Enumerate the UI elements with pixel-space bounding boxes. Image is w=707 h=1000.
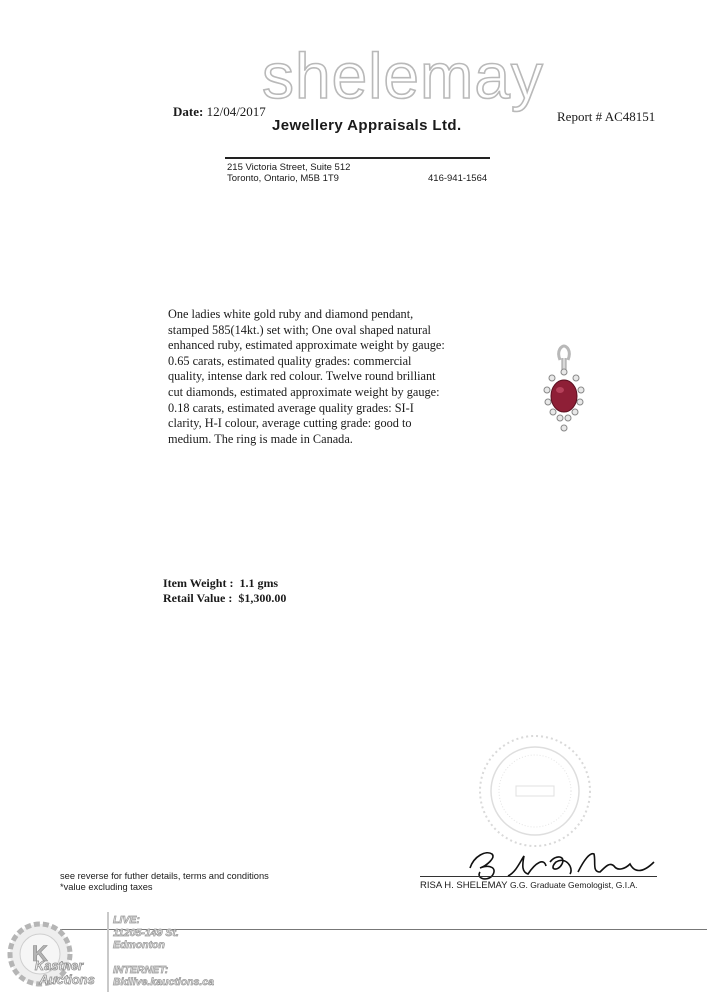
live-label: LIVE: [113, 914, 140, 926]
kastner-logo-line2: Auctions [39, 972, 95, 987]
address-line-2: Toronto, Ontario, M5B 1T9 [227, 173, 339, 184]
report-label: Report # [557, 109, 603, 124]
retail-value-amount: $1,300.00 [238, 591, 287, 605]
pendant-photo [536, 344, 592, 440]
item-weight-row [163, 576, 286, 591]
signatory-title: G.G. Graduate Gemologist, G.I.A. [509, 880, 638, 890]
date-value: 12/04/2017 [206, 104, 266, 119]
address-line-1: 215 Victoria Street, Suite 512 [227, 162, 351, 173]
auction-contact [113, 914, 214, 989]
description-line: One ladies white gold ruby and diamond pendant, [168, 307, 414, 321]
header-divider [225, 157, 490, 159]
live-address-1: 11205-149 St. [113, 926, 179, 939]
ruby-stone [551, 380, 577, 412]
description-line: 0.18 carats, estimated average quality grades: SI-I [168, 400, 414, 415]
report-date [173, 104, 266, 120]
company-phone: 416-941-1564 [428, 173, 488, 184]
description-line: medium. The ring is made in Canada. [168, 431, 353, 446]
signatory [420, 880, 638, 891]
description-line: quality, intense dark red colour. Twelve round brilliant [168, 369, 436, 384]
footer-notes [60, 871, 269, 892]
signature-line [420, 876, 657, 877]
description-line: clarity, H-I colour, average cutting grade: good to [168, 416, 412, 431]
report-value: AC48151 [604, 109, 656, 124]
description-line: stamped 585(14kt.) set with; One oval shaped natural [168, 322, 431, 337]
retail-value-row [163, 591, 286, 606]
company-logo-wordmark: shelemay [262, 40, 544, 112]
item-description [168, 307, 453, 447]
kastner-logo-line1: Kastner [34, 958, 84, 973]
description-line: 0.65 carats, estimated quality grades: commercial [168, 353, 412, 368]
company-name: Jewellery Appraisals Ltd. [272, 117, 462, 134]
internet-url[interactable]: Bidlive.kauctions.ca [113, 976, 214, 988]
date-label: Date: [173, 104, 204, 119]
report-number [557, 109, 655, 125]
description-line: enhanced ruby, estimated approximate weight by gauge: [168, 338, 445, 353]
kastner-auctions-logo [4, 914, 104, 994]
footer-vertical-divider [107, 912, 109, 992]
svg-text:K: K [32, 941, 48, 966]
item-weight-value: 1.1 gms [239, 576, 279, 590]
item-weight-label: Item Weight : [163, 576, 234, 590]
retail-value-label: Retail Value : [163, 591, 233, 605]
embossed-seal [476, 732, 594, 850]
signature [458, 842, 663, 884]
internet-label: INTERNET: [113, 963, 169, 976]
live-address-2: Edmonton [113, 939, 165, 951]
terms-note: see reverse for futher details, terms and conditions [60, 871, 269, 881]
footer-spacer [113, 952, 214, 964]
company-address [227, 162, 350, 184]
signatory-name: RISA H. SHELEMAY [420, 880, 508, 891]
description-line: cut diamonds, estimated approximate weight by gauge: [168, 384, 440, 399]
tax-note: *value excluding taxes [60, 881, 153, 892]
item-specs [163, 576, 286, 606]
